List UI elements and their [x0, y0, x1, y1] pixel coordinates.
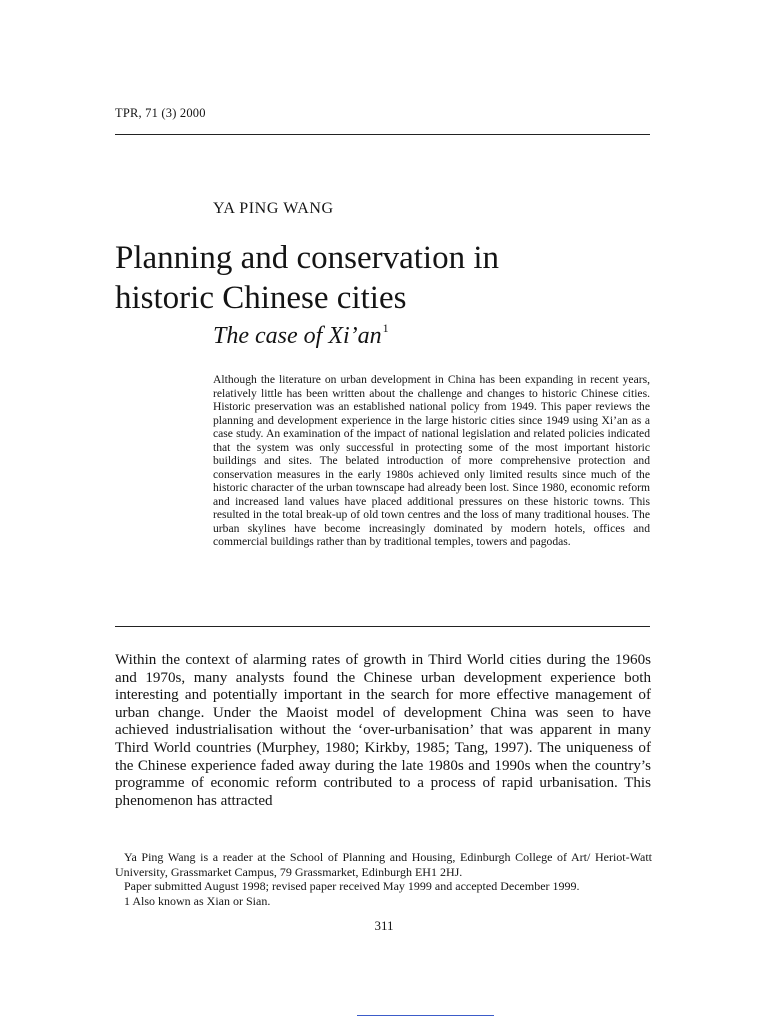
- running-head: TPR, 71 (3) 2000: [115, 106, 206, 120]
- article-title: [115, 238, 655, 318]
- subtitle-text: The case of Xi’an: [213, 323, 382, 349]
- author-name: YA PING WANG: [213, 200, 334, 217]
- page-number: 311: [374, 918, 394, 933]
- footnote-marker: 1: [382, 321, 389, 335]
- abstract: Although the literature on urban development in China has been expanding in recent years, relatively little has been written about the challenge and changes to historic Chinese cities. Historic preservation was an established national policy from 1949. This paper reviews the planning and development experience in the large historic cities since 1949 using Xi’an as a case study. An examination of the impact of national legislation and related policies indicated that the system was only successful in protecting some of the most important historic buildings and sites. The belated introduction of more comprehensive protection and conservation measures in the early 1980s achieved only limited results since much of the historic character of the urban townscape had already been lost. Since 1980, economic reform and increased land values have placed additional pressures on these historic towns. This resulted in the total break-up of old town centres and the loss of many traditional houses. The urban skylines have become increasingly dominated by modern hotels, offices and commercial buildings rather than by traditional temples, towers and pagodas.: [213, 373, 650, 548]
- article-subtitle: [213, 321, 389, 350]
- footnotes: [115, 850, 652, 908]
- footnote-1: 1 Also known as Xian or Sian.: [124, 893, 271, 908]
- body-paragraph: Within the context of alarming rates of growth in Third World cities during the 1960s and 1970s, many analysts found the Chinese urban development experience both interesting and potentially important in the search for more effective management of urban change. Under the Maoist model of development China was seen to have achieved industrialisation without the ‘over-urbanisation’ that was apparent in many Third World countries (Murphey, 1980; Kirkby, 1985; Tang, 1997). The uniqueness of the Chinese experience faded away during the late 1980s and 1990s when the country’s programme of economic reform contributed to a process of rapid urbanisation. This phenomenon has attracted: [115, 652, 651, 809]
- header-rule: [115, 134, 650, 135]
- title-line-2: historic Chinese cities: [115, 280, 407, 316]
- submission-note: Paper submitted August 1998; revised paper received May 1999 and accepted December 1999.: [124, 879, 580, 894]
- author-affiliation-note: Ya Ping Wang is a reader at the School of Planning and Housing, Edinburgh College of Art/ Heriot-Watt University, Grassmarket Campus, 79 Grassmarket, Edinburgh EH1 2HJ.: [115, 850, 652, 879]
- title-line-1: Planning and conservation in: [115, 240, 500, 276]
- bottom-link-underline[interactable]: [357, 1015, 494, 1016]
- section-rule: [115, 626, 650, 627]
